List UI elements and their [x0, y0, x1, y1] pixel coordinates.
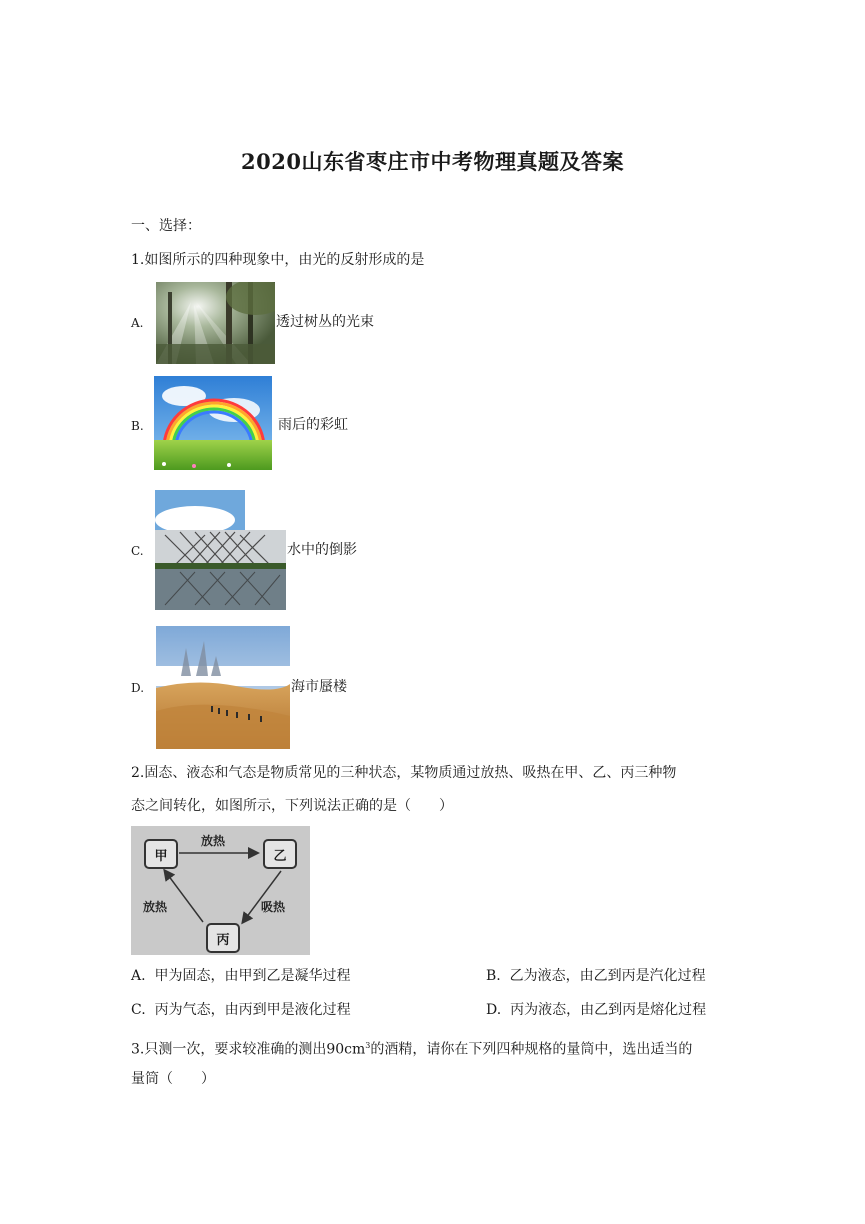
q2-option-c [131, 1000, 351, 1020]
right-arrow-label: 吸热 [261, 900, 286, 914]
q2-option-a-label: A. [131, 968, 146, 984]
q2-option-a-text: 甲为固态，由甲到乙是凝华过程 [154, 968, 351, 984]
q1-option-a-label: A. [131, 316, 144, 330]
q2-option-a [131, 966, 350, 986]
top-arrow-label: 放热 [201, 834, 226, 848]
q2-option-c-label: C. [131, 1002, 146, 1018]
q2-option-b [486, 966, 706, 986]
q3-stem-part-b: 的酒精，请你在下列四种规格的量筒中，选出适当的 [370, 1041, 693, 1058]
q1-option-b-label: B. [131, 419, 144, 433]
q1-option-c-label: C. [131, 544, 144, 558]
q1-option-c-reflection-image [155, 490, 286, 610]
q2-option-b-label: B. [486, 968, 501, 984]
q2-option-d-label: D. [486, 1002, 502, 1018]
state-transition-diagram [131, 826, 310, 955]
state-jia-box: 甲 [144, 839, 178, 869]
q1-option-a-forest-image [156, 282, 275, 364]
question-1-stem: 1.如图所示的四种现象中，由光的反射形成的是 [131, 252, 425, 268]
question-2-stem-line-2: 态之间转化，如图所示，下列说法正确的是（ ） [131, 798, 453, 814]
q2-option-c-text: 丙为气态，由丙到甲是液化过程 [154, 1002, 351, 1018]
question-3-stem-line-2: 量筒（ ） [131, 1071, 215, 1087]
state-yi-box: 乙 [263, 839, 297, 869]
state-bing-box: 丙 [206, 923, 240, 953]
section-heading: 一、选择： [131, 218, 201, 234]
q1-option-c-text: 水中的倒影 [287, 542, 357, 558]
question-2-stem-line-1: 2.固态、液态和气态是物质常见的三种状态，某物质通过放热、吸热在甲、乙、丙三种物 [131, 765, 677, 781]
page-title: 2020山东省枣庄市中考物理真题及答案 [241, 149, 624, 174]
q1-option-a-text: 透过树丛的光束 [276, 314, 374, 330]
left-arrow-label: 放热 [143, 900, 168, 914]
q1-option-b-rainbow-image [154, 376, 272, 470]
q3-superscript: 3 [365, 1041, 371, 1050]
q1-option-d-label: D. [131, 681, 145, 695]
q2-option-d-text: 丙为液态，由乙到丙是熔化过程 [510, 1002, 707, 1018]
q1-option-b-text: 雨后的彩虹 [278, 417, 348, 433]
question-3-stem-line-1 [131, 1036, 692, 1060]
q1-option-d-mirage-image [156, 626, 290, 749]
q2-option-d [486, 1000, 706, 1020]
q3-stem-part-a: 3.只测一次，要求较准确的测出90cm [131, 1041, 366, 1058]
q1-option-d-text: 海市蜃楼 [291, 679, 347, 695]
q2-option-b-text: 乙为液态，由乙到丙是汽化过程 [509, 968, 706, 984]
